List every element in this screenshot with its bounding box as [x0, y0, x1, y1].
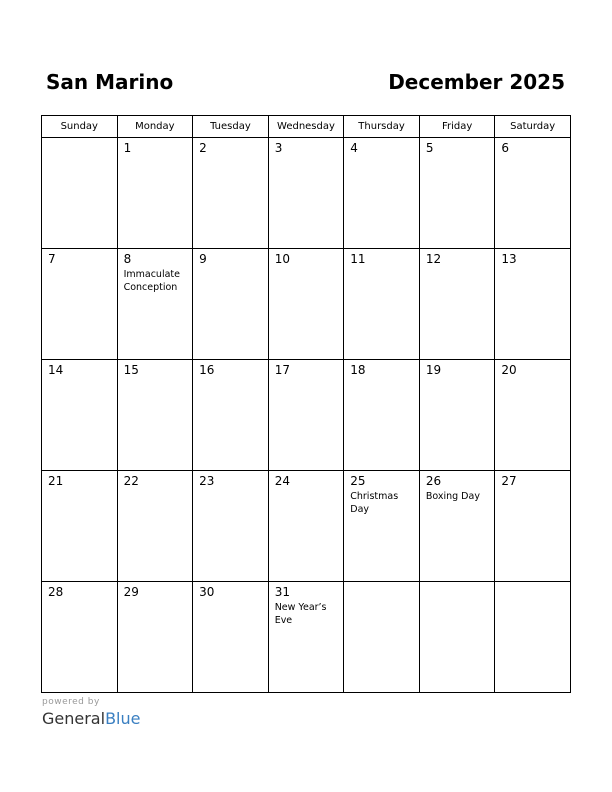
day-cell: [42, 471, 118, 582]
calendar-body: [42, 138, 571, 693]
day-number: 9: [199, 252, 207, 266]
day-cell: [344, 249, 420, 360]
day-number: 21: [48, 474, 64, 488]
day-cell: [344, 138, 420, 249]
day-cell: [419, 138, 495, 249]
day-cell: [419, 471, 495, 582]
logo-general-text: General: [42, 709, 106, 728]
day-number: 8: [123, 252, 132, 266]
day-number: 7: [48, 252, 56, 266]
day-cell: [495, 249, 571, 360]
weekday-monday: Monday: [117, 116, 193, 138]
day-number: 30: [199, 585, 215, 599]
day-cell: [419, 360, 495, 471]
day-number: 12: [425, 252, 442, 266]
holiday-label: Immaculate Conception: [123, 269, 180, 293]
day-cell: [117, 360, 193, 471]
day-number: 1: [123, 141, 132, 155]
day-cell: [42, 138, 118, 249]
week-row: [42, 582, 571, 693]
day-cell: [344, 471, 420, 582]
day-number: 5: [425, 141, 434, 155]
day-cell: [344, 582, 420, 693]
day-cell: [268, 249, 344, 360]
day-cell: [495, 582, 571, 693]
day-number: 14: [48, 363, 64, 377]
day-cell: [117, 138, 193, 249]
day-number: 22: [123, 474, 139, 488]
day-number: 2: [199, 141, 207, 155]
day-cell: [117, 471, 193, 582]
day-number: 25: [350, 474, 366, 488]
day-cell: [495, 471, 571, 582]
day-number: 16: [199, 363, 215, 377]
powered-by-text: powered by: [42, 697, 100, 707]
day-number: 18: [350, 363, 366, 377]
day-number: 6: [501, 141, 510, 155]
day-cell: [193, 582, 269, 693]
day-cell: [42, 249, 118, 360]
day-cell: [268, 582, 344, 693]
day-cell: [495, 360, 571, 471]
country-title: San Marino: [46, 70, 174, 94]
day-number: 24: [274, 474, 290, 488]
footer-branding: [42, 697, 140, 728]
day-number: 17: [274, 363, 290, 377]
weekday-thursday: Thursday: [344, 116, 420, 138]
holiday-label: Boxing Day: [425, 491, 480, 502]
day-cell: [193, 138, 269, 249]
day-cell: [495, 138, 571, 249]
day-cell: [193, 249, 269, 360]
day-cell: [193, 471, 269, 582]
week-row: [42, 360, 571, 471]
day-number: 20: [501, 363, 517, 377]
day-cell: [117, 582, 193, 693]
weekday-wednesday: Wednesday: [268, 116, 344, 138]
generalblue-logo: [42, 709, 140, 728]
day-number: 27: [501, 474, 517, 488]
day-cell: [268, 138, 344, 249]
holiday-label: Christmas Day: [350, 491, 399, 515]
day-number: 11: [350, 252, 366, 266]
day-number: 10: [274, 252, 290, 266]
day-cell: [117, 249, 193, 360]
holiday-label: New Year’s Eve: [274, 602, 327, 626]
weekday-saturday: Saturday: [495, 116, 571, 138]
day-number: 28: [48, 585, 64, 599]
day-number: 29: [123, 585, 139, 599]
calendar-grid: [41, 115, 571, 693]
day-cell: [42, 360, 118, 471]
week-row: [42, 471, 571, 582]
day-cell: [344, 360, 420, 471]
day-number: 19: [425, 363, 442, 377]
day-number: 23: [199, 474, 215, 488]
logo-blue-text: Blue: [105, 709, 141, 728]
weekday-tuesday: Tuesday: [193, 116, 269, 138]
day-cell: [268, 360, 344, 471]
weekday-header-row: [42, 116, 571, 138]
month-year-title: December 2025: [388, 70, 565, 94]
day-cell: [193, 360, 269, 471]
weekday-friday: Friday: [419, 116, 495, 138]
day-number: 31: [274, 585, 290, 599]
day-number: 13: [501, 252, 517, 266]
day-number: 15: [123, 363, 139, 377]
day-cell: [419, 582, 495, 693]
weekday-sunday: Sunday: [42, 116, 118, 138]
week-row: [42, 249, 571, 360]
day-number: 3: [274, 141, 283, 155]
day-number: 26: [425, 474, 442, 488]
day-cell: [268, 471, 344, 582]
day-number: 4: [350, 141, 358, 155]
day-cell: [419, 249, 495, 360]
week-row: [42, 138, 571, 249]
day-cell: [42, 582, 118, 693]
